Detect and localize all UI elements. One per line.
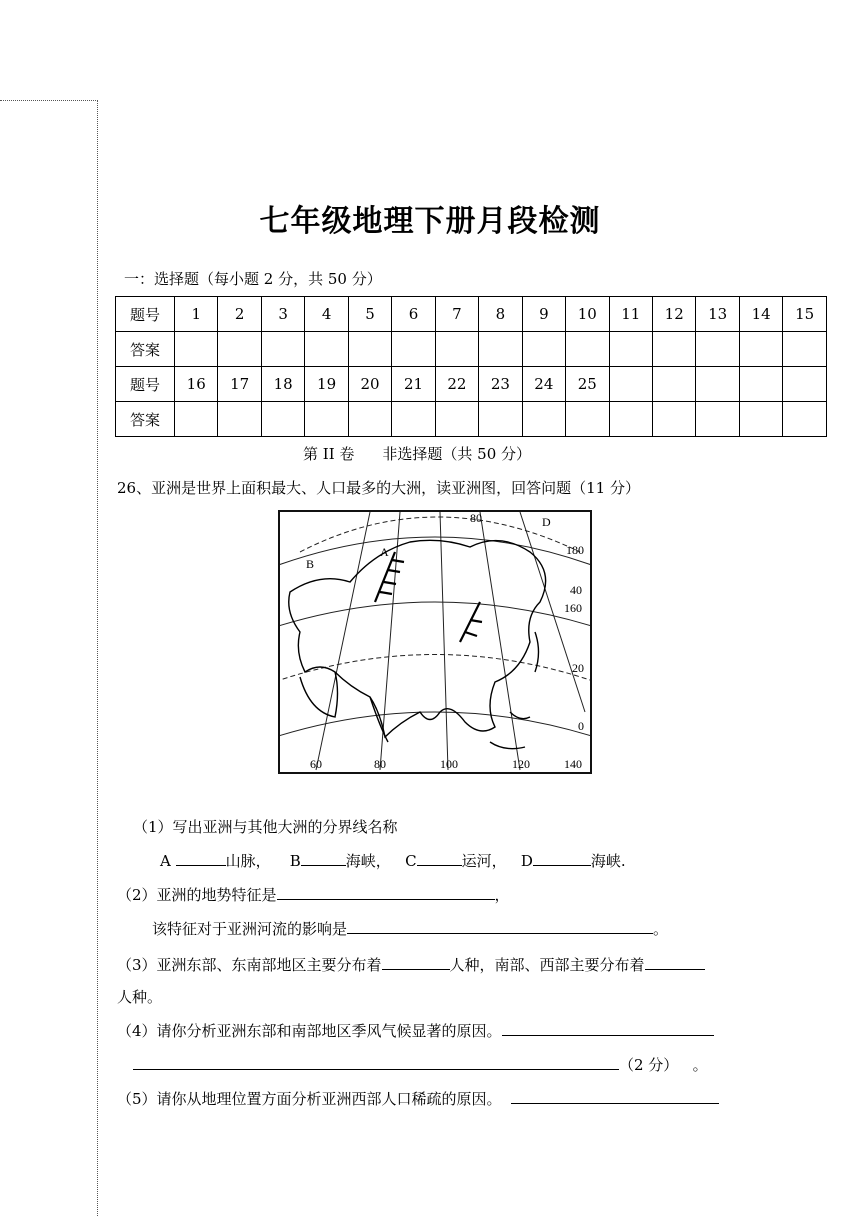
sub1-b-suffix: 海峡， xyxy=(345,852,391,870)
answer-cell[interactable] xyxy=(392,332,435,367)
table-row xyxy=(116,297,827,332)
question-number-cell: 12 xyxy=(652,297,695,332)
sub2-line-1 xyxy=(117,884,510,905)
sub5-line-1 xyxy=(117,1088,719,1109)
sub3-mid: 人种，南部、西部主要分布着 xyxy=(449,956,645,974)
question-number-cell xyxy=(739,367,782,402)
sub4-blank-2[interactable] xyxy=(133,1054,619,1070)
map-lon-100: 100 xyxy=(440,757,458,771)
answer-cell[interactable] xyxy=(566,402,609,437)
answer-cell[interactable] xyxy=(261,332,304,367)
question-number-cell xyxy=(609,367,652,402)
sub3-end: 人种。 xyxy=(117,988,163,1006)
asia-map-graphic xyxy=(280,512,590,772)
sub1-answer-line xyxy=(160,850,626,871)
table-row xyxy=(116,402,827,437)
sub4-prompt: （4）请你分析亚洲东部和南部地区季风气候显著的原因。 xyxy=(117,1022,502,1040)
answer-cell[interactable] xyxy=(392,402,435,437)
question-number-cell: 7 xyxy=(435,297,478,332)
sub3-blank-1[interactable] xyxy=(382,954,450,970)
sub2-line-2 xyxy=(152,918,668,939)
section-1-heading: 一：选择题（每小题 2 分，共 50 分） xyxy=(124,270,382,288)
question-number-cell: 23 xyxy=(479,367,522,402)
map-lon-160: 160 xyxy=(564,601,582,615)
answer-cell[interactable] xyxy=(739,332,782,367)
question-number-cell: 25 xyxy=(566,367,609,402)
sub1-a-blank[interactable] xyxy=(176,850,226,866)
answer-cell[interactable] xyxy=(566,332,609,367)
sub1-prompt: （1）写出亚洲与其他大洲的分界线名称 xyxy=(133,818,398,836)
sub1-a-label: A xyxy=(160,852,171,870)
sub2-prompt-end: ， xyxy=(494,886,510,904)
sub3-line-1 xyxy=(117,954,705,975)
row-header-answer: 答案 xyxy=(116,332,175,367)
answer-cell[interactable] xyxy=(783,402,827,437)
page-title: 七年级地理下册月段检测 xyxy=(259,204,601,239)
sub5-blank-1[interactable] xyxy=(511,1088,719,1104)
question-number-cell: 10 xyxy=(566,297,609,332)
sub2-line2-text: 该特征对于亚洲河流的影响是 xyxy=(152,920,348,938)
question-number-cell: 15 xyxy=(783,297,827,332)
sub3-blank-2[interactable] xyxy=(645,954,705,970)
answer-cell[interactable] xyxy=(522,402,565,437)
sub3-prompt: （3）亚洲东部、东南部地区主要分布着 xyxy=(117,956,382,974)
sub4-score: （2 分） xyxy=(619,1056,679,1074)
answer-cell[interactable] xyxy=(305,402,348,437)
answer-cell[interactable] xyxy=(652,332,695,367)
question-number-cell: 22 xyxy=(435,367,478,402)
answer-cell[interactable] xyxy=(739,402,782,437)
answer-cell[interactable] xyxy=(609,402,652,437)
question-number-cell: 18 xyxy=(261,367,304,402)
question-number-cell: 24 xyxy=(522,367,565,402)
sub1-d-suffix: 海峡. xyxy=(590,852,626,870)
part-2-title: 非选择题（共 50 分） xyxy=(382,445,532,463)
question-number-cell xyxy=(783,367,827,402)
answer-cell[interactable] xyxy=(175,332,218,367)
row-header-number: 题号 xyxy=(116,297,175,332)
table-row xyxy=(116,367,827,402)
answer-cell[interactable] xyxy=(479,402,522,437)
answer-cell[interactable] xyxy=(435,402,478,437)
sub1-b-label: B xyxy=(289,852,301,870)
answer-cell[interactable] xyxy=(696,332,739,367)
answer-cell[interactable] xyxy=(175,402,218,437)
question-number-cell xyxy=(652,367,695,402)
question-number-cell: 19 xyxy=(305,367,348,402)
row-header-answer: 答案 xyxy=(116,402,175,437)
question-number-cell: 16 xyxy=(175,367,218,402)
answer-cell[interactable] xyxy=(348,402,391,437)
answer-cell[interactable] xyxy=(783,332,827,367)
answer-cell[interactable] xyxy=(696,402,739,437)
sub4-end: 。 xyxy=(692,1056,708,1074)
sub1-c-label: C xyxy=(405,852,417,870)
question-number-cell: 2 xyxy=(218,297,261,332)
question-number-cell: 14 xyxy=(739,297,782,332)
answer-table xyxy=(115,296,827,437)
answer-cell[interactable] xyxy=(305,332,348,367)
binding-margin-line xyxy=(0,100,98,1216)
part-2-label: 第 II 卷 xyxy=(303,445,355,463)
sub4-blank-1[interactable] xyxy=(502,1020,714,1036)
map-lat-0: 0 xyxy=(578,719,584,733)
sub2-blank-1[interactable] xyxy=(277,884,495,900)
answer-cell[interactable] xyxy=(261,402,304,437)
question-number-cell: 13 xyxy=(696,297,739,332)
sub2-line2-end: 。 xyxy=(653,920,669,938)
question-number-cell: 1 xyxy=(175,297,218,332)
sub1-d-label: D xyxy=(520,852,533,870)
answer-cell[interactable] xyxy=(218,402,261,437)
table-row xyxy=(116,332,827,367)
map-label-d: D xyxy=(542,515,551,529)
answer-cell[interactable] xyxy=(435,332,478,367)
sub1-a-suffix: 山脉， xyxy=(225,852,271,870)
question-number-cell: 5 xyxy=(348,297,391,332)
question-26-stem: 26、亚洲是世界上面积最大、人口最多的大洲，读亚洲图，回答问题（11 分） xyxy=(117,479,640,497)
map-label-b: B xyxy=(306,557,315,571)
question-number-cell: 21 xyxy=(392,367,435,402)
map-lon-120: 120 xyxy=(512,757,530,771)
map-lat-20: 20 xyxy=(572,661,584,675)
sub1-c-suffix: 运河， xyxy=(461,852,507,870)
map-lon-140: 140 xyxy=(564,757,582,771)
sub1-d-blank[interactable] xyxy=(533,850,591,866)
row-header-number: 题号 xyxy=(116,367,175,402)
map-lon-60: 60 xyxy=(310,757,322,771)
part-2-heading xyxy=(303,443,531,464)
map-lon-180: 180 xyxy=(566,543,584,557)
question-number-cell: 20 xyxy=(348,367,391,402)
asia-map xyxy=(278,510,592,774)
answer-cell[interactable] xyxy=(522,332,565,367)
question-number-cell: 17 xyxy=(218,367,261,402)
question-number-cell: 6 xyxy=(392,297,435,332)
question-number-cell: 3 xyxy=(261,297,304,332)
question-number-cell xyxy=(696,367,739,402)
map-lon-80-top: 80 xyxy=(470,512,482,525)
answer-cell[interactable] xyxy=(609,332,652,367)
sub2-blank-2[interactable] xyxy=(347,918,653,934)
question-number-cell: 8 xyxy=(479,297,522,332)
sub5-prompt: （5）请你从地理位置方面分析亚洲西部人口稀疏的原因。 xyxy=(117,1090,502,1108)
sub4-line-2 xyxy=(133,1054,708,1075)
sub1-b-blank[interactable] xyxy=(301,850,346,866)
map-lon-80: 80 xyxy=(374,757,386,771)
question-number-cell: 4 xyxy=(305,297,348,332)
map-lat-40: 40 xyxy=(570,583,582,597)
answer-cell[interactable] xyxy=(218,332,261,367)
answer-cell[interactable] xyxy=(479,332,522,367)
question-number-cell: 9 xyxy=(522,297,565,332)
answer-cell[interactable] xyxy=(652,402,695,437)
sub4-line-1 xyxy=(117,1020,714,1041)
map-label-a: A xyxy=(380,545,389,559)
sub2-prompt: （2）亚洲的地势特征是 xyxy=(117,886,277,904)
sub1-c-blank[interactable] xyxy=(417,850,462,866)
answer-cell[interactable] xyxy=(348,332,391,367)
question-number-cell: 11 xyxy=(609,297,652,332)
